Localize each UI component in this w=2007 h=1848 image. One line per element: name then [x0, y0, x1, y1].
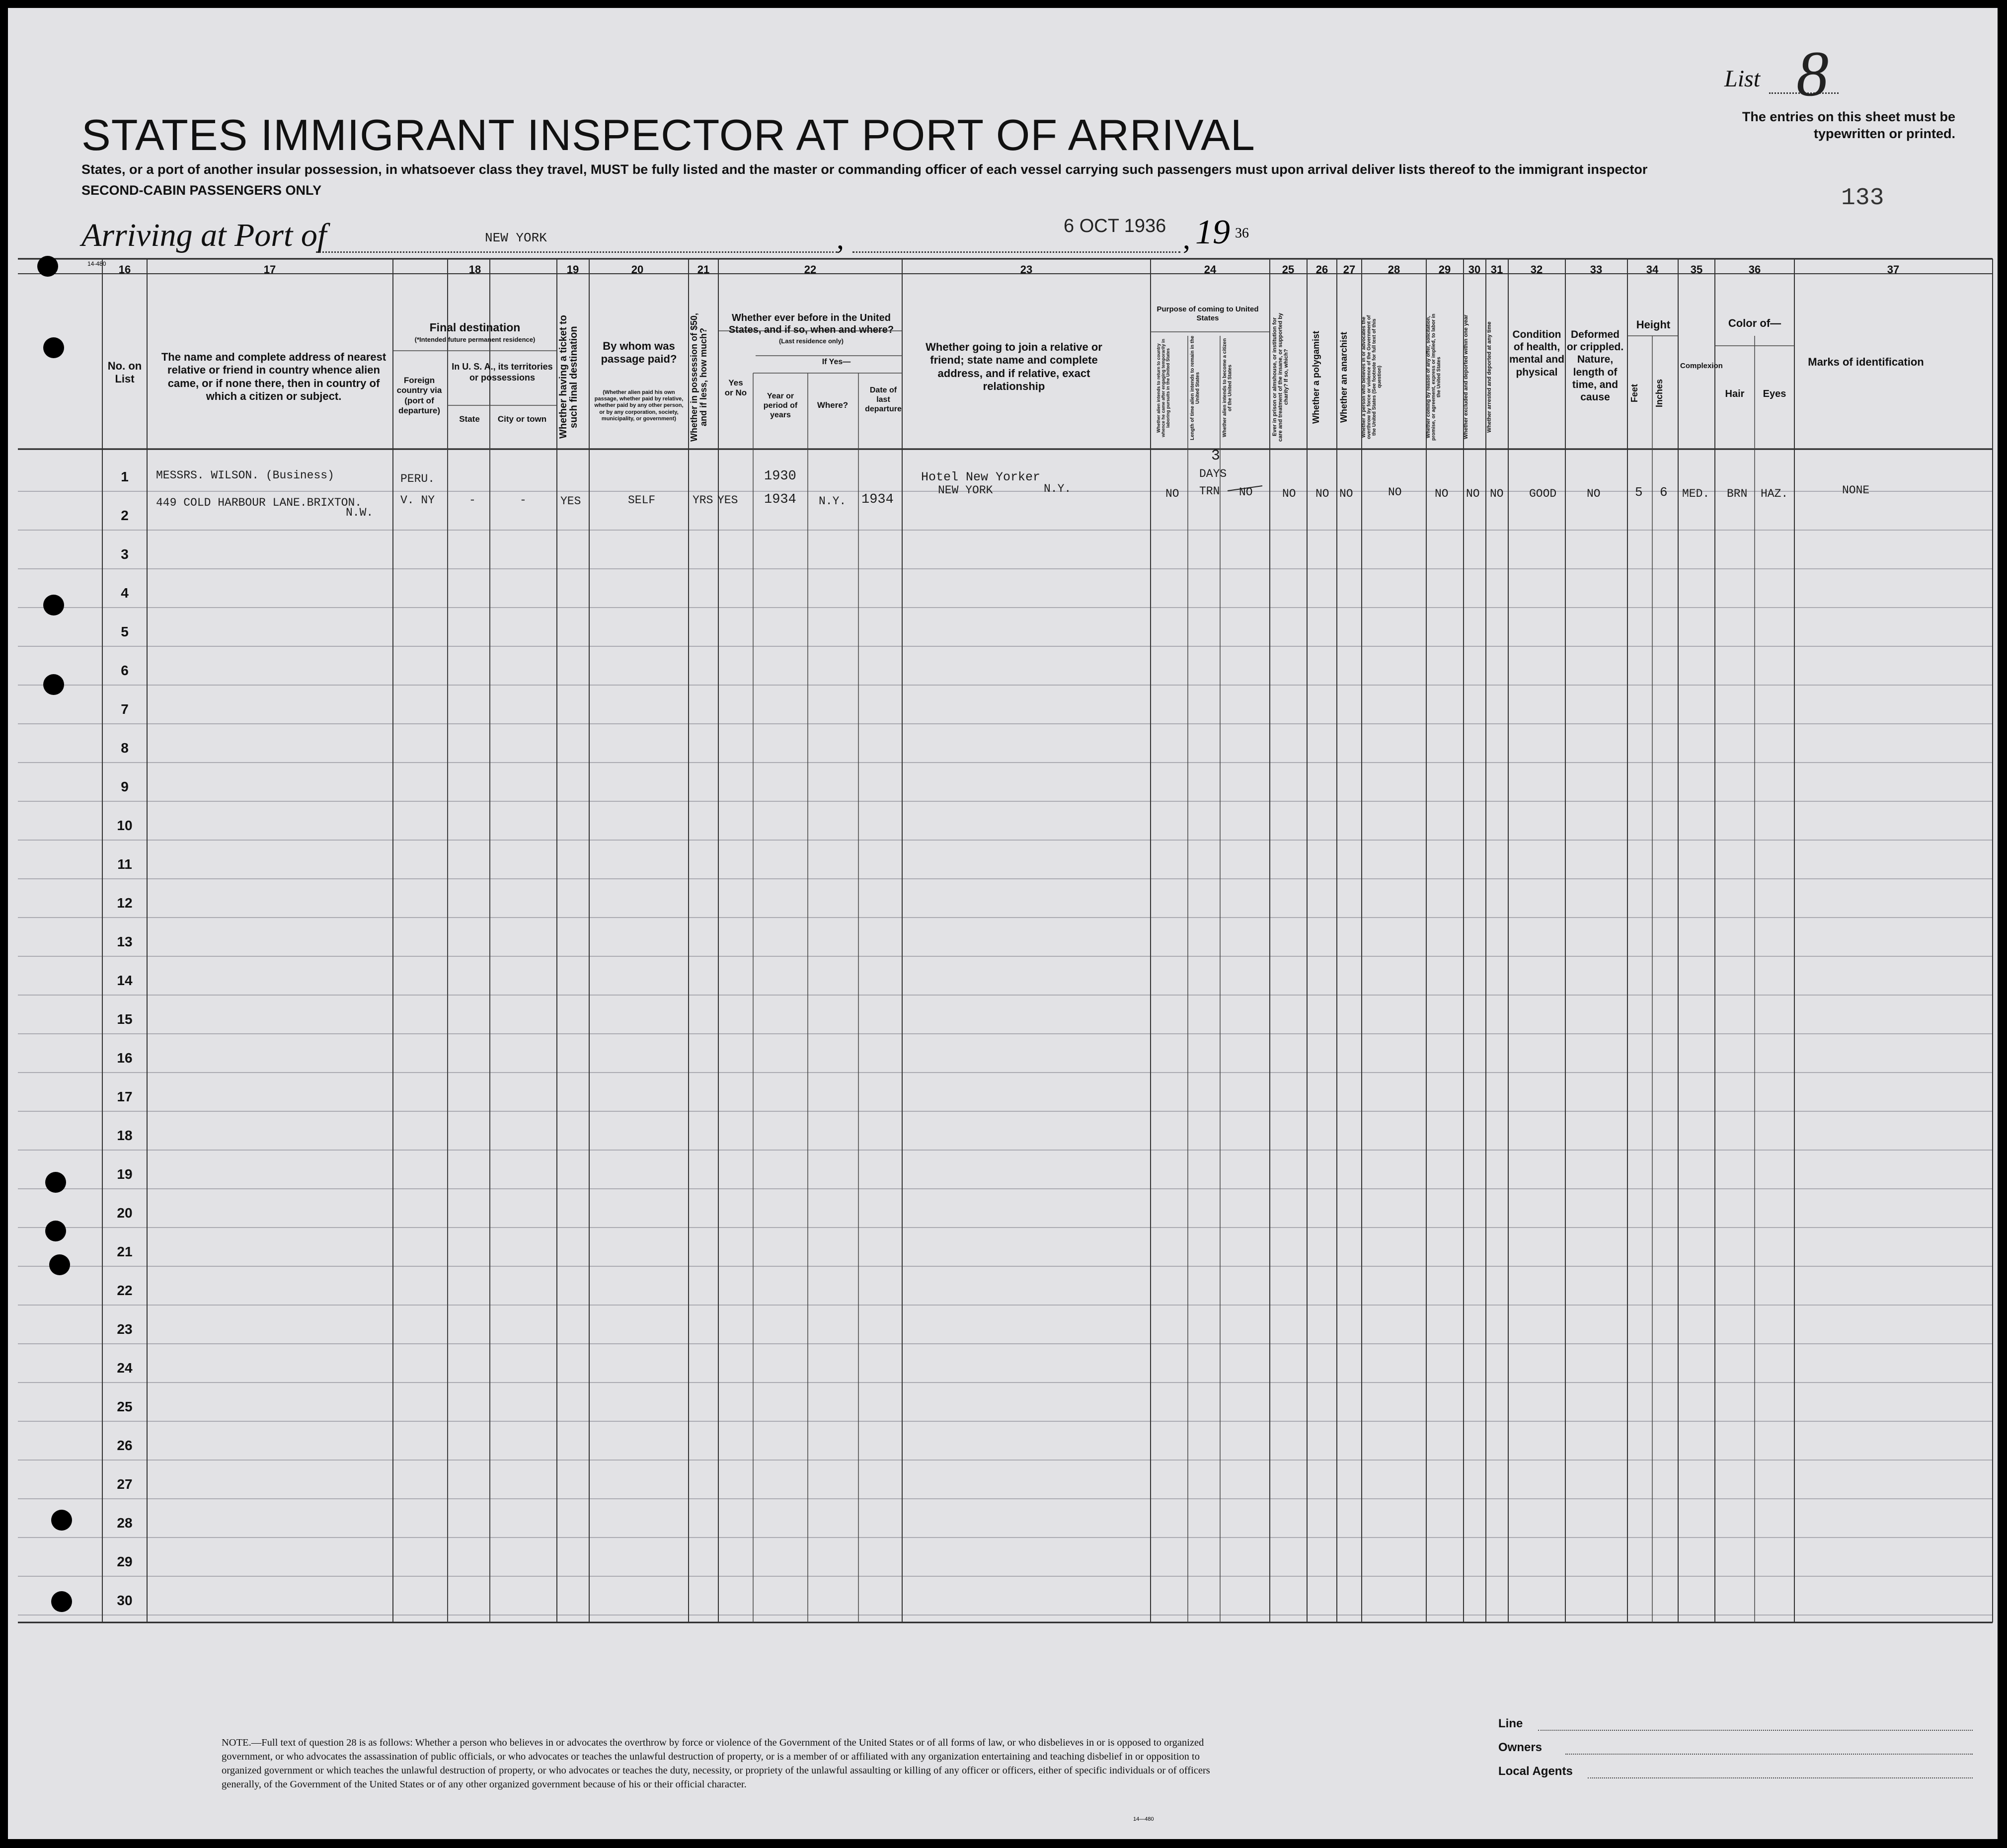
- col36-header: Color of—: [1728, 317, 1781, 329]
- join-city: NEW YORK: [938, 484, 993, 497]
- join-state: N.Y.: [1044, 482, 1072, 495]
- binder-hole: [49, 1254, 70, 1275]
- col24c-header: Whether alien intends to become a citizen of the United States: [1222, 338, 1233, 438]
- binder-hole: [51, 1591, 72, 1612]
- row-number: 11: [117, 856, 132, 872]
- col22-ifyes-header: If Yes—: [822, 358, 851, 366]
- form-code: 14-480: [87, 260, 106, 267]
- manifest-sheet: [8, 8, 1998, 1839]
- deformed-value: NO: [1587, 487, 1601, 500]
- column-number: 30: [1468, 263, 1481, 276]
- prison-value: NO: [1282, 487, 1296, 500]
- arriving-label: Arriving at Port of: [81, 217, 327, 253]
- eyes-value: HAZ.: [1761, 487, 1788, 500]
- binder-hole: [43, 674, 64, 695]
- row-number: 9: [121, 779, 129, 794]
- city-value: -: [520, 494, 527, 507]
- col36-hair-header: Hair: [1725, 388, 1745, 399]
- binder-hole: [43, 595, 64, 616]
- column-number: 28: [1388, 263, 1400, 276]
- column-number: 36: [1748, 263, 1761, 276]
- row-number: 12: [117, 895, 133, 911]
- class-line: SECOND-CABIN PASSENGERS ONLY: [81, 183, 322, 198]
- list-number: 8: [1796, 38, 1829, 110]
- purpose-return-value: NO: [1165, 487, 1179, 500]
- foreign-country: PERU.: [400, 472, 435, 485]
- agents-label: Local Agents: [1498, 1765, 1573, 1778]
- years-value-2: 1934: [764, 492, 796, 507]
- col27-header: Whether an anarchist: [1339, 331, 1349, 423]
- binder-hole: [43, 337, 64, 358]
- col22-where-header: Where?: [817, 400, 849, 410]
- col37-header: Marks of identification: [1808, 356, 1924, 368]
- row-number: 23: [117, 1321, 133, 1337]
- hair-value: BRN: [1727, 487, 1748, 500]
- column-number: 27: [1343, 263, 1356, 276]
- column-number: 22: [804, 263, 817, 276]
- column-number: 21: [697, 263, 710, 276]
- col28-header: Whether a person who believes in or advocates the overthrow by force or violence of the Government of the United States (See footnote for full text of this question): [1361, 315, 1383, 439]
- row-number: 13: [117, 934, 133, 949]
- binder-hole: [51, 1510, 72, 1531]
- row-number: 15: [117, 1011, 133, 1027]
- col18-header: Final destination: [429, 321, 521, 334]
- intro-text: States, or a port of another insular possession, in whatsoever class they travel, MUST be fully listed and the master or commanding officer of each vessel carrying such passengers must upon arrival deliver lists thereof to the immigrant inspector: [81, 162, 1648, 177]
- row-number: 22: [117, 1283, 133, 1298]
- col25-header: Ever in prison or almshouse, or institution for care and treatment of the insane, or supported by charity? If so, which?: [1272, 312, 1290, 442]
- col30-header: Whether excluded and deported within one year: [1463, 314, 1469, 440]
- row-number: 27: [117, 1476, 133, 1492]
- anarchist-value: NO: [1339, 487, 1353, 500]
- agents-field: [1588, 1777, 1973, 1778]
- col24a-header: Whether alien intends to return to country whence he came after engaging temporarily in laboring pursuits in the United States: [1156, 338, 1170, 438]
- fifty-value: YRS: [693, 494, 713, 507]
- row-number: 2: [121, 508, 129, 523]
- col19-header: Whether having a ticket to such final destination: [558, 315, 579, 439]
- col31-header: Whether arrested and deported at any time: [1486, 321, 1492, 433]
- column-number: 23: [1020, 263, 1033, 276]
- row-number: 28: [117, 1515, 133, 1531]
- stay-value-3: TRN: [1199, 485, 1220, 498]
- row-number: 30: [117, 1593, 133, 1608]
- col20-subheader: (Whether alien paid his own passage, whether paid by relative, whether paid by any other person, or by any corporation, society, municipality, or government): [594, 389, 684, 422]
- row-number: 19: [117, 1166, 133, 1182]
- row-number: 20: [117, 1205, 133, 1221]
- inches-value: 6: [1660, 485, 1668, 500]
- row-number: 17: [117, 1089, 133, 1104]
- ticket-value: YES: [560, 495, 581, 508]
- col24b-header: Length of time alien intends to remain in the United States: [1190, 335, 1201, 440]
- where-value: N.Y.: [819, 495, 847, 508]
- row-number: 26: [117, 1438, 133, 1453]
- col18-foreign-header: Foreign country via (port of departure): [396, 376, 442, 416]
- row-number: 18: [117, 1128, 133, 1143]
- owners-label: Owners: [1498, 1741, 1543, 1754]
- line-label: Line: [1498, 1717, 1523, 1730]
- row-number: 10: [117, 818, 133, 833]
- port-value: NEW YORK: [485, 231, 547, 245]
- relative-address: 449 COLD HARBOUR LANE.BRIXTON.: [156, 496, 362, 509]
- row-number: 3: [121, 546, 129, 562]
- row-number: 6: [121, 663, 129, 678]
- col22-header: Whether ever before in the United States, and if so, when and where?: [728, 312, 894, 335]
- binder-hole: [37, 256, 58, 277]
- years-value-1: 1930: [764, 469, 796, 484]
- q29-value: NO: [1435, 487, 1449, 500]
- column-number: 31: [1490, 263, 1503, 276]
- row-number: 25: [117, 1399, 133, 1414]
- column-number: 37: [1887, 263, 1900, 276]
- page-title: STATES IMMIGRANT INSPECTOR AT PORT OF ARRIVAL: [81, 110, 1255, 159]
- feet-value: 5: [1635, 485, 1643, 500]
- column-number: 24: [1204, 263, 1217, 276]
- year-prefix: 19: [1195, 213, 1230, 251]
- column-number: 17: [263, 263, 276, 276]
- row-number: 5: [121, 624, 129, 639]
- footer-form-code: 14—480: [1133, 1816, 1154, 1822]
- col22-yesno-header: Yes or No: [724, 378, 747, 398]
- col21-header: Whether in possession of $50, and if less, how much?: [689, 312, 708, 442]
- relative-address-2: N.W.: [346, 506, 374, 519]
- col17-header: The name and complete address of nearest relative or friend in country whence alien came, or if none there, then in country of which a citizen or subject.: [161, 351, 386, 403]
- row-number: 4: [121, 585, 129, 601]
- paid-by-value: SELF: [628, 494, 656, 507]
- col18-state-header: State: [459, 414, 480, 424]
- column-number: 29: [1438, 263, 1451, 276]
- col18-city-header: City or town: [497, 414, 547, 424]
- col18-usa-header: In U. S. A., its territories or possessions: [452, 362, 553, 383]
- row-number: 16: [117, 1050, 133, 1066]
- stay-value-2: DAYS: [1199, 467, 1227, 480]
- port-of-departure: V. NY: [400, 494, 435, 507]
- comma: ,: [837, 222, 844, 255]
- col20-header: By whom was passage paid?: [601, 340, 677, 366]
- line-field: [1538, 1730, 1973, 1731]
- col24-header: Purpose of coming to United States: [1157, 305, 1259, 322]
- footnote: NOTE.—Full text of question 28 is as follows: Whether a person who believes in or advocates the overthrow by force or violence of the Government of the United States or of all forms of law, or who disbelieves in or is opposed to organized government, or who advocates the assassination of public officials, or who advocates or teaches the unlawful destruction of property, or is a member of or affiliated with any organization entertaining and teaching disbelief in or opposition to organized government or which teaches the unlawful destruction of property, or who advocates or teaches the duty, necessity, or propriety of the unlawful assaulting or killing of any officer or officers, either of specific individuals or of officers generally, of the Government of the United States or of any other organized government because of his or their official character.: [222, 1737, 1210, 1790]
- complexion-value: MED.: [1682, 487, 1710, 500]
- join-name: Hotel New Yorker: [921, 470, 1041, 484]
- col22-subheader: (Last residence only): [778, 337, 844, 345]
- col34-feet-header: Feet: [1629, 384, 1639, 402]
- marks-value: NONE: [1842, 484, 1870, 497]
- q28-value: NO: [1388, 486, 1402, 499]
- column-number: 26: [1315, 263, 1328, 276]
- col16-header: No. on List: [107, 360, 142, 385]
- col22-years-header: Year or period of years: [763, 392, 798, 420]
- health-value: GOOD: [1529, 487, 1557, 500]
- sheet-number: 133: [1841, 185, 1884, 212]
- date-stamp: 6 OCT 1936: [1064, 216, 1166, 236]
- relative-name: MESSRS. WILSON. (Business): [156, 469, 334, 482]
- column-number: 16: [118, 263, 131, 276]
- row-number: 24: [117, 1360, 133, 1376]
- state-value: -: [469, 494, 476, 507]
- col18-subheader: (*Intended future permanent residence): [414, 336, 536, 343]
- col22-date-header: Date of last departure: [865, 386, 902, 414]
- column-number: 25: [1282, 263, 1295, 276]
- col26-header: Whether a polygamist: [1311, 330, 1321, 424]
- row-number: 21: [117, 1244, 133, 1259]
- polygamist-value: NO: [1315, 487, 1329, 500]
- form-grid: [8, 8, 1998, 1839]
- col36-eyes-header: Eyes: [1763, 388, 1786, 399]
- binder-hole: [45, 1172, 66, 1193]
- citizen-value: NO: [1239, 486, 1253, 499]
- col32-header: Condition of health, mental and physical: [1509, 329, 1564, 378]
- col29-header: Whether coming by reason of any offer, solicitation, promise, or agreement, express or implied, to labor in the United States: [1426, 313, 1442, 441]
- row-number: 7: [121, 701, 129, 717]
- row-number: 14: [117, 973, 133, 988]
- column-number: 32: [1530, 263, 1543, 276]
- column-number: 35: [1690, 263, 1703, 276]
- row-number: 8: [121, 740, 129, 756]
- comma-2: ,: [1183, 222, 1190, 255]
- year-suffix: 36: [1235, 226, 1249, 241]
- column-number: 20: [631, 263, 644, 276]
- column-number: 33: [1590, 263, 1603, 276]
- before-us-value: YES: [717, 494, 738, 507]
- col34-header: Height: [1636, 318, 1671, 331]
- row-number: 1: [121, 469, 129, 484]
- row-number: 29: [117, 1554, 133, 1569]
- column-number: 34: [1646, 263, 1659, 276]
- stay-value-1: 3: [1211, 448, 1221, 464]
- list-label: List: [1724, 66, 1761, 92]
- binder-hole: [45, 1221, 66, 1241]
- last-departure-value: 1934: [861, 492, 894, 507]
- q31-value: NO: [1490, 487, 1504, 500]
- col23-header: Whether going to join a relative or friend; state name and complete address, and if relative, exact relationship: [926, 341, 1102, 393]
- q30-value: NO: [1466, 487, 1480, 500]
- col34-inches-header: Inches: [1654, 379, 1664, 407]
- column-number: 19: [566, 263, 579, 276]
- col33-header: Deformed or crippled. Nature, length of time, and cause: [1566, 329, 1624, 403]
- column-number: 18: [468, 263, 481, 276]
- col35-header: Complexion: [1680, 362, 1723, 370]
- owners-field: [1565, 1754, 1973, 1755]
- entries-note: The entries on this sheet must be typewritten or printed.: [1742, 109, 1955, 141]
